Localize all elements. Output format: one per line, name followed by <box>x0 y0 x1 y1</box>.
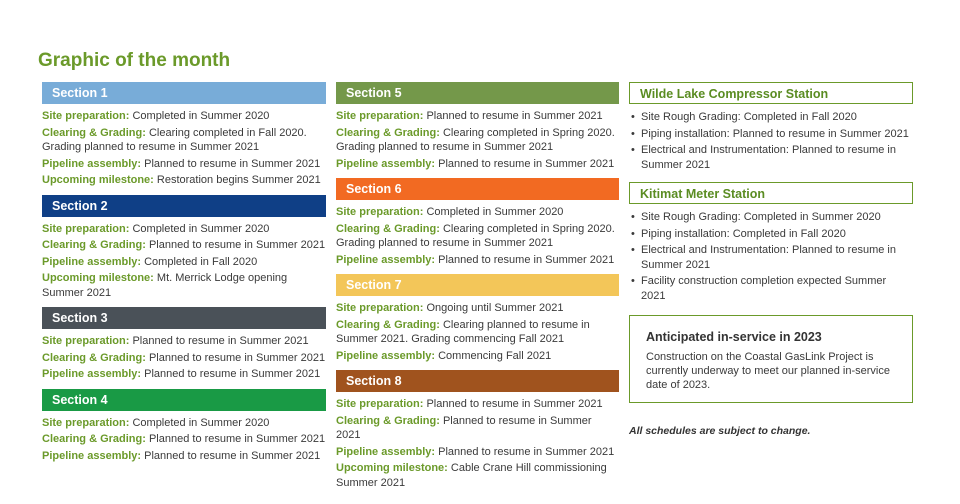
status-value: Planned to resume in Summer 2021 <box>148 433 326 445</box>
status-label: Upcoming milestone: <box>336 462 448 474</box>
status-label: Clearing & Grading: <box>336 126 440 139</box>
status-label: Site preparation: <box>42 222 130 235</box>
bullet-icon: • <box>631 111 635 123</box>
bullet-icon: • <box>631 144 635 156</box>
status-line <box>336 253 619 268</box>
list-item-text: Electrical and Instrumentation: Planned to resume in Summer 2021 <box>641 144 896 171</box>
status-line <box>42 271 326 300</box>
status-label: Upcoming milestone: <box>42 272 154 284</box>
status-line <box>336 222 619 251</box>
status-line <box>336 318 619 347</box>
list-item <box>629 210 913 225</box>
status-value: Completed in Fall 2020 <box>144 255 258 268</box>
status-value: Planned to resume in Summer 2021 <box>426 110 603 122</box>
anticipated-body: Construction on the Coastal GasLink Project is currently underway to meet our planned in-service date of 2023. <box>646 351 890 391</box>
list-item-text: Electrical and Instrumentation: Planned to resume in Summer 2021 <box>641 244 896 271</box>
status-value: Completed in Summer 2020 <box>426 206 564 218</box>
status-value: Planned to resume in Summer 2021 <box>438 157 615 170</box>
status-label: Clearing & Grading: <box>42 239 146 251</box>
section-header: Section 1 <box>42 82 326 104</box>
section-5 <box>336 82 619 171</box>
status-label: Pipeline assembly: <box>336 253 436 266</box>
list-item-text: Site Rough Grading: Completed in Summer 2020 <box>641 211 881 223</box>
anticipated-box <box>629 315 913 403</box>
status-label: Clearing & Grading: <box>336 414 440 427</box>
status-label: Pipeline assembly: <box>336 157 436 170</box>
status-line <box>42 126 326 155</box>
status-label: Upcoming milestone: <box>42 174 154 186</box>
section-header: Section 4 <box>42 389 326 411</box>
section-header: Section 3 <box>42 307 326 329</box>
list-item <box>629 110 913 125</box>
status-line <box>336 349 619 364</box>
status-label: Site preparation: <box>42 416 130 429</box>
list-item-text: Facility construction completion expected Summer 2021 <box>641 275 887 302</box>
status-value: Planned to resume in Summer 2021 <box>438 445 615 458</box>
status-value: Planned to resume in Summer 2021 <box>336 414 592 441</box>
bullet-icon: • <box>631 227 635 240</box>
wilde-lake-station <box>629 82 913 172</box>
status-value: Completed in Summer 2020 <box>132 416 270 429</box>
column-left <box>42 82 326 470</box>
status-line <box>42 367 326 382</box>
status-label: Site preparation: <box>336 206 424 218</box>
status-value: Mt. Merrick Lodge opening Summer 2021 <box>42 272 288 299</box>
status-line <box>42 109 326 124</box>
section-header: Section 6 <box>336 178 619 200</box>
status-label: Pipeline assembly: <box>336 445 436 458</box>
bullet-icon: • <box>631 244 635 256</box>
bullet-icon: • <box>631 211 635 223</box>
status-line <box>336 301 619 316</box>
status-value: Completed in Summer 2020 <box>132 110 270 122</box>
status-value: Planned to resume in Summer 2021 <box>438 253 615 266</box>
status-value: Planned to resume in Summer 2021 <box>148 239 326 251</box>
section-header: Section 2 <box>42 195 326 217</box>
status-line <box>42 449 326 464</box>
column-right <box>629 82 913 437</box>
status-value: Completed in Summer 2020 <box>132 222 270 235</box>
status-value: Cable Crane Hill commissioning Summer 2021 <box>336 462 607 489</box>
status-label: Clearing & Grading: <box>42 351 146 364</box>
status-label: Site preparation: <box>336 110 424 122</box>
status-line <box>42 416 326 431</box>
status-value: Clearing planned to resume in Summer 2021. Grading commencing Fall 2021 <box>336 318 590 345</box>
status-label: Site preparation: <box>42 335 130 347</box>
station-header: Wilde Lake Compressor Station <box>629 82 913 104</box>
page-title: Graphic of the month <box>38 50 231 71</box>
status-value: Restoration begins Summer 2021 <box>156 174 321 186</box>
status-value: Planned to resume in Summer 2021 <box>144 449 321 462</box>
status-label: Site preparation: <box>336 302 424 314</box>
list-item <box>629 227 913 242</box>
status-line <box>336 445 619 460</box>
anticipated-title: Anticipated in-service in 2023 <box>646 330 822 344</box>
status-line <box>336 109 619 124</box>
status-line <box>336 397 619 412</box>
section-7 <box>336 274 619 363</box>
status-value: Clearing completed in Spring 2020. Grading planned to resume in Summer 2021 <box>336 126 615 153</box>
status-label: Pipeline assembly: <box>42 368 142 380</box>
status-value: Planned to resume in Summer 2021 <box>144 368 321 380</box>
list-item-text: Piping installation: Completed in Fall 2020 <box>641 227 846 240</box>
section-header: Section 8 <box>336 370 619 392</box>
status-label: Clearing & Grading: <box>336 318 440 331</box>
status-label: Site preparation: <box>42 110 130 122</box>
status-label: Pipeline assembly: <box>42 255 142 268</box>
status-value: Planned to resume in Summer 2021 <box>148 351 326 364</box>
list-item <box>629 127 913 142</box>
section-3 <box>42 307 326 382</box>
status-line <box>42 255 326 270</box>
status-line <box>336 205 619 220</box>
schedule-note: All schedules are subject to change. <box>629 425 811 437</box>
status-label: Pipeline assembly: <box>336 349 436 362</box>
status-line <box>42 238 326 253</box>
section-1 <box>42 82 326 188</box>
list-item-text: Piping installation: Planned to resume in Summer 2021 <box>641 127 909 140</box>
status-line <box>336 461 619 490</box>
status-value: Ongoing until Summer 2021 <box>426 302 564 314</box>
status-label: Pipeline assembly: <box>42 449 142 462</box>
list-item <box>629 274 913 303</box>
list-item-text: Site Rough Grading: Completed in Fall 2020 <box>641 111 857 123</box>
status-value: Commencing Fall 2021 <box>438 349 552 362</box>
status-value: Clearing completed in Fall 2020. Grading planned to resume in Summer 2021 <box>42 126 307 153</box>
column-middle <box>336 82 619 497</box>
list-item <box>629 143 913 172</box>
status-line <box>42 432 326 447</box>
status-line <box>42 351 326 366</box>
section-6 <box>336 178 619 267</box>
section-8 <box>336 370 619 490</box>
section-header: Section 7 <box>336 274 619 296</box>
section-2 <box>42 195 326 301</box>
bullet-icon: • <box>631 127 635 140</box>
status-line <box>336 414 619 443</box>
status-label: Clearing & Grading: <box>42 126 146 139</box>
status-value: Planned to resume in Summer 2021 <box>144 157 321 170</box>
section-4 <box>42 389 326 464</box>
status-value: Clearing completed in Spring 2020. Grading planned to resume in Summer 2021 <box>336 222 615 249</box>
station-header: Kitimat Meter Station <box>629 182 913 204</box>
bullet-icon: • <box>631 275 635 287</box>
status-line <box>42 334 326 349</box>
status-label: Site preparation: <box>336 398 424 410</box>
list-item <box>629 243 913 272</box>
status-value: Planned to resume in Summer 2021 <box>132 335 309 347</box>
status-line <box>42 173 326 188</box>
status-label: Pipeline assembly: <box>42 157 142 170</box>
status-line <box>336 157 619 172</box>
kitimat-station <box>629 182 913 303</box>
status-line <box>42 157 326 172</box>
status-label: Clearing & Grading: <box>336 222 440 235</box>
status-line <box>336 126 619 155</box>
status-label: Clearing & Grading: <box>42 433 146 445</box>
section-header: Section 5 <box>336 82 619 104</box>
status-line <box>42 222 326 237</box>
status-value: Planned to resume in Summer 2021 <box>426 398 603 410</box>
